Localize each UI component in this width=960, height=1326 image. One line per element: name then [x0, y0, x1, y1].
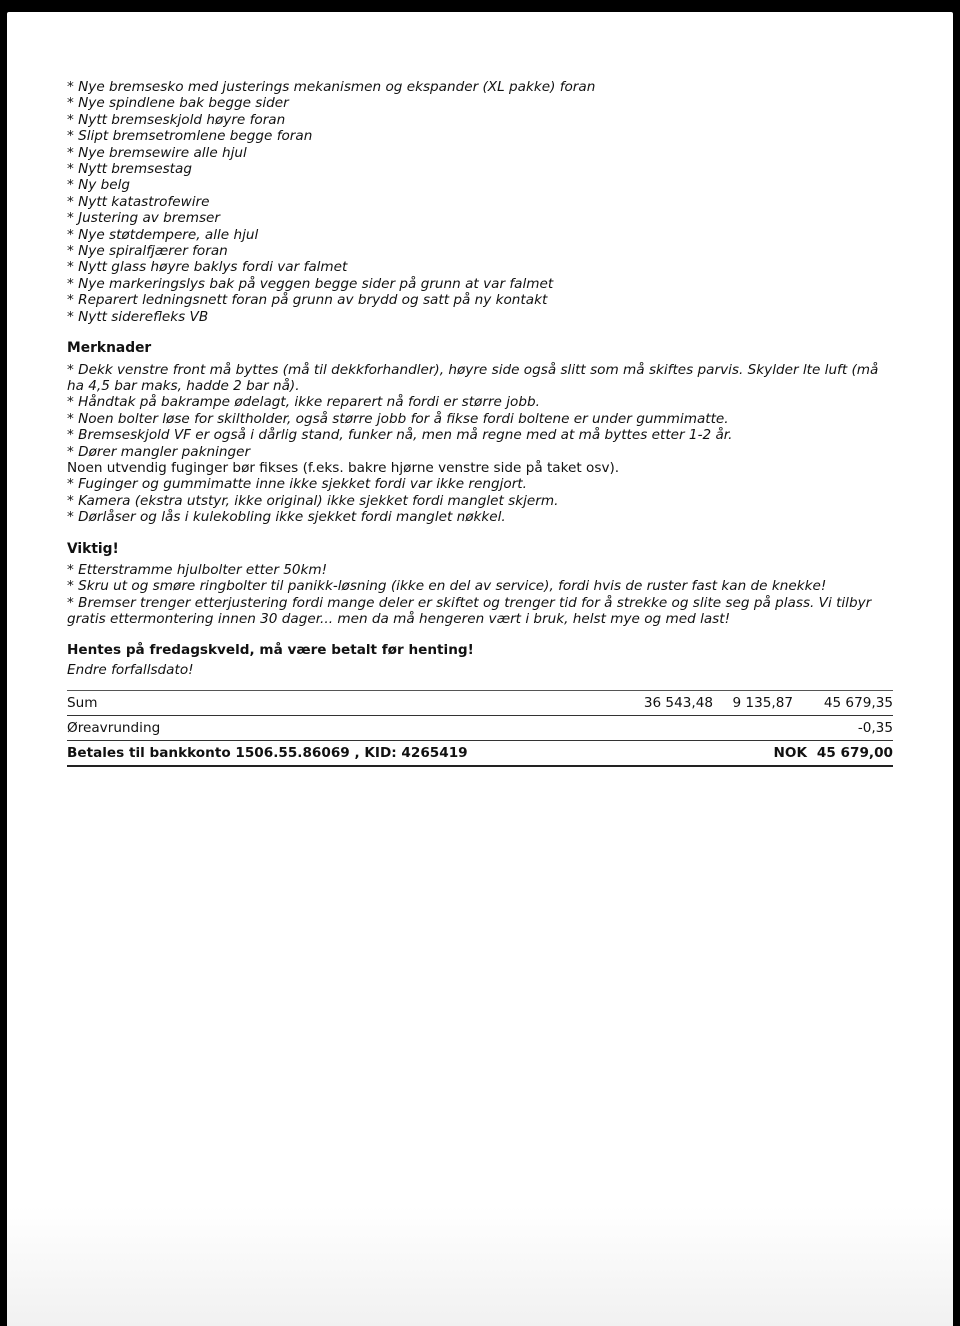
remark-item: * Dører mangler pakninger	[67, 443, 251, 460]
payment-total: 45 679,00	[816, 745, 893, 762]
sum-total: 45 679,35	[823, 695, 893, 712]
remark-item: * Dekk venstre front må byttes (må til dekkforhandler), høyre side også slitt som må skiftes parvis. Skylder lte luft (må ha 4,5 bar maks, hadde 2 bar nå).	[67, 361, 879, 394]
invoice-summary	[67, 690, 893, 767]
invoice-page	[7, 12, 953, 1326]
payment-row	[67, 741, 893, 767]
work-item: * Nye markeringslys bak på veggen begge sider på grunn at var falmet	[67, 275, 554, 292]
work-item: * Nytt bremseskjold høyre foran	[67, 111, 286, 128]
work-item: * Slipt bremsetromlene begge foran	[67, 128, 313, 145]
remark-item: * Bremseskjold VF er også i dårlig stand, funker nå, men må regne med at må byttes etter 1-2 år.	[67, 427, 733, 444]
sum-label: Sum	[67, 695, 98, 712]
invoice-content	[67, 79, 893, 767]
merknader-list	[67, 362, 893, 526]
work-item: * Nye spindlene bak begge sider	[67, 95, 289, 112]
rounding-row	[67, 716, 893, 741]
due-date-note: Endre forfallsdato!	[67, 662, 194, 678]
work-item: * Nytt katastrofewire	[67, 193, 210, 210]
sum-vat: 9 135,87	[732, 695, 793, 712]
merknader-heading: Merknader	[67, 340, 152, 357]
rounding-label: Øreavrunding	[67, 720, 161, 737]
remark-item: * Håndtak på bakrampe ødelagt, ikke reparert nå fordi er større jobb.	[67, 394, 540, 411]
payment-currency: NOK	[773, 745, 807, 762]
remark-item: * Fuginger og gummimatte inne ikke sjekket fordi var ikke rengjort.	[67, 476, 527, 493]
viktig-heading: Viktig!	[67, 540, 119, 557]
work-item: * Nytt bremsestag	[67, 161, 192, 178]
viktig-list	[67, 562, 893, 628]
important-item: * Skru ut og smøre ringbolter til panikk-løsning (ikke en del av service), fordi hvis de ruster fast kan de knekke!	[67, 578, 827, 595]
important-item: * Bremser trenger etterjustering fordi mange deler er skiftet og trenger tid for å strekke og slite seg på plass. Vi tilbyr gratis ettermontering innen 30 dager... men da må hengeren vært i bruk, helst mye og med last!	[67, 594, 872, 628]
work-item: * Nytt glass høyre baklys fordi var falmet	[67, 259, 348, 276]
work-item: * Justering av bremser	[67, 210, 221, 227]
remark-item: Noen utvendig fuginger bør fikses (f.eks. bakre hjørne venstre side på taket osv).	[67, 459, 620, 476]
pickup-note: Hentes på fredagskveld, må være betalt før henting!	[67, 641, 474, 658]
work-item: * Nye spiralfjærer foran	[67, 243, 228, 260]
page-bottom-shade	[7, 1206, 953, 1326]
work-item: * Nye støtdempere, alle hjul	[67, 226, 259, 243]
work-item: * Nye bremsewire alle hjul	[67, 144, 247, 161]
work-items-list	[67, 79, 893, 325]
sum-row	[67, 691, 893, 716]
payment-label: Betales til bankkonto 1506.55.86069 , KID: 4265419	[67, 745, 468, 762]
remark-item: * Dørlåser og lås i kulekobling ikke sjekket fordi manglet nøkkel.	[67, 509, 506, 526]
remark-item: * Kamera (ekstra utstyr, ikke original) ikke sjekket fordi manglet skjerm.	[67, 492, 559, 509]
important-item: * Etterstramme hjulbolter etter 50km!	[67, 561, 328, 578]
work-item: * Nye bremsesko med justerings mekanismen og ekspander (XL pakke) foran	[67, 79, 596, 95]
sum-net: 36 543,48	[643, 695, 713, 712]
work-item: * Ny belg	[67, 177, 131, 194]
rounding-value: -0,35	[857, 720, 893, 737]
work-item: * Nytt siderefleks VB	[67, 308, 209, 325]
remark-item: * Noen bolter løse for skiltholder, også større jobb for å fikse fordi boltene er under gummimatte.	[67, 410, 729, 427]
work-item: * Reparert ledningsnett foran på grunn av brydd og satt på ny kontakt	[67, 292, 548, 309]
